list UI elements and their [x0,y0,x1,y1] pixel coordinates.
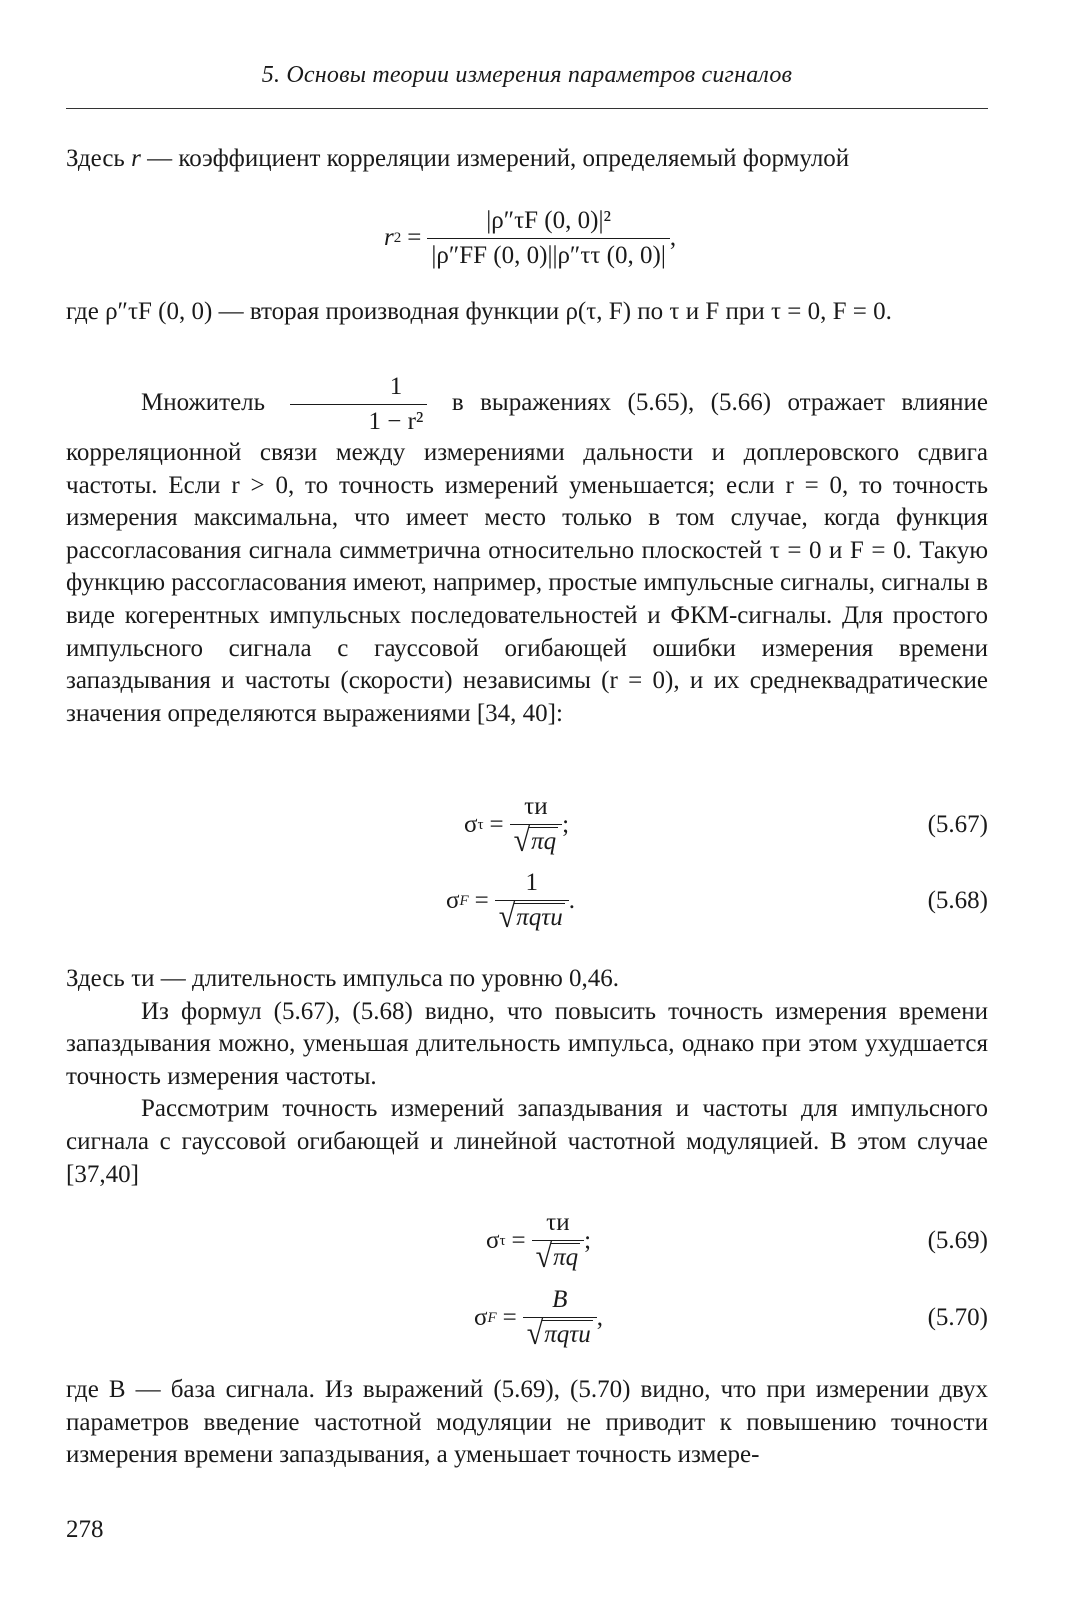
eq567-trailing: ; [562,811,570,838]
eq570-fraction [523,1285,597,1351]
eq568-lhs: σ [446,887,460,914]
eq570-lhs: σ [474,1304,488,1331]
paragraph-3 [66,372,988,730]
running-head: 5. Основы теории измерения параметров сигналов [261,62,793,88]
paragraph-7-text: где B — база сигнала. Из выражений (5.69), (5.70) видно, что при измерении двух параметров введение частотной модуляции не приводит к повышению точности измерения времени запаздывания, а уменьшает точность измере- [66,1376,988,1469]
p3-rest: в выражениях (5.65), (5.66) отражает влияние корреляционной связи между измерениями дальности и доплеровского сдвига частоты. Если r > 0, то точность измерений уменьшается; если r = 0, то точность измерения максимальна, что имеет место только в том случае, когда функция рассогласования сигнала симметрична относительно плоскостей τ = 0 и F = 0. Такую функцию рассогласования имеют, например, простые импульсные сигналы, сигналы в виде когерентных импульсных последовательностей и ФКМ-сигналы. Для простого импульсного сигнала с гауссовой огибающей ошибки измерения времени запаздывания и частоты (скорости) независимы (r = 0), и их среднеквадратические значения определяются выражениями [34, 40]: [66,389,989,727]
p2-func: ρ(τ, F) [565,298,632,325]
p3-frac-num: 1 [290,372,428,405]
eq567-label: (5.67) [927,811,988,838]
eq567-fraction [510,792,563,858]
formula-r2-power: 2 [393,229,402,246]
eq570-trailing: , [596,1304,603,1331]
p1-r: r [131,145,141,172]
formula-r-squared [66,198,988,278]
paragraph-4: Здесь τи — длительность импульса по уровню 0,46. [66,965,620,992]
eq569-trailing: ; [584,1227,592,1254]
p3-fraction [290,372,428,437]
eq570-sqrt-content: πqτи [544,1321,591,1348]
paragraph-7 [66,1374,988,1472]
eq570-lhs-sub: F [487,1309,497,1326]
eq568-numerator: 1 [495,868,569,901]
formula-r2-trailing: , [669,224,677,251]
eq567-sqrt-content: πq [531,828,557,855]
eq569-sqrt-content: πq [553,1244,579,1271]
eq569-sqrt: √ πq [535,1238,579,1275]
formula-r2-denominator: |ρ″FF (0, 0)||ρ″ττ (0, 0)| [431,241,666,269]
p1-after: — коэффициент корреляции измерений, определяемый формулой [140,145,850,172]
paragraphs-4-6 [66,963,988,1191]
formula-r2-lhs: r [384,224,394,251]
equation-5-68: σ F = 1 √ πqτи . (5.68) [66,866,988,936]
eq570-numerator: B [523,1285,597,1318]
p3-lead: Множитель [141,389,266,417]
formula-r2-fraction [427,206,670,271]
eq570-label: (5.70) [927,1304,988,1331]
eq568-lhs-sub: F [459,892,469,909]
paragraph-6: Рассмотрим точность измерений запаздывания и частоты для импульсного сигнала с гауссовой огибающей и линейной частотной модуляцией. В этом случае [37,40] [66,1095,988,1188]
equation-5-67: σ τ = τи √ πq ; (5.67) [66,790,988,860]
eq569-label: (5.69) [927,1227,988,1254]
header-rule [66,108,988,109]
paragraph-5: Из формул (5.67), (5.68) видно, что повысить точность измерения времени запаздывания можно, уменьшая длительность импульса, однако при этом ухудшается точность измерения частоты. [66,997,988,1090]
eq569-fraction [532,1208,585,1274]
eq568-trailing: . [568,887,575,914]
paragraph-1 [66,143,988,176]
eq569-lhs: σ [486,1227,500,1254]
formula-r2-numerator: |ρ″τF (0, 0)|² [427,206,670,239]
eq567-numerator: τи [510,792,563,825]
p2-start: где [66,298,106,325]
eq567-lhs-sub: τ [477,816,484,833]
eq568-fraction [495,868,569,934]
p2-end: по τ и F при τ = 0, F = 0. [631,298,892,325]
eq568-sqrt: √ πqτи [498,898,563,935]
p1-before: Здесь [66,145,132,172]
eq567-lhs: σ [464,811,478,838]
eq567-sqrt: √ πq [513,822,557,859]
eq570-sqrt: √ πqτи [526,1315,591,1352]
p3-frac-den: 1 − r² [368,408,424,435]
eq568-sqrt-content: πqτи [516,904,563,931]
equation-5-70: σ F = B √ πqτи , (5.70) [66,1283,988,1353]
paragraph-2 [66,296,988,329]
p2-middle: — вторая производная функции [212,298,566,325]
eq569-lhs-sub: τ [499,1232,506,1249]
equation-5-69: σ τ = τи √ πq ; (5.69) [66,1206,988,1276]
page-number: 278 [66,1516,104,1543]
eq569-numerator: τи [532,1208,585,1241]
p2-rho: ρ″τF (0, 0) [105,298,213,325]
formula-r2-equals: = [407,224,422,251]
eq568-label: (5.68) [927,887,988,914]
